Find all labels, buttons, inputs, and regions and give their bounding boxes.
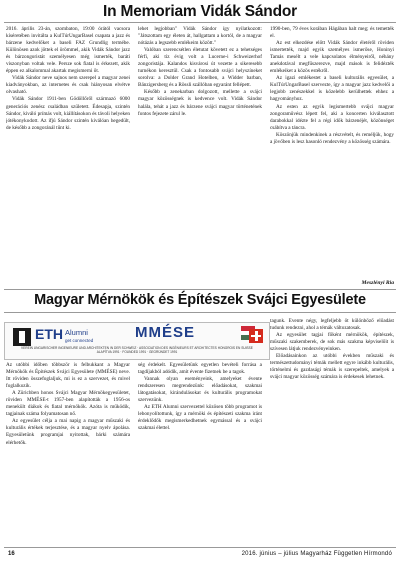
eth-alumni-label: Alumni bbox=[65, 328, 88, 337]
paragraph: ség érdekelt. Egyesületünk egyetlen bevételi forrása a tagdíjakból adódik, amit évente fizetnek be a tagok. bbox=[138, 362, 262, 376]
article-title: In Memoriam Vidák Sándor bbox=[103, 3, 297, 20]
article2-column-2 bbox=[138, 362, 262, 544]
eth-alumni-text bbox=[13, 326, 113, 348]
page-number: 16 bbox=[8, 551, 15, 557]
paragraph: Előadásainkon az utóbbi években műszaki és természettudományi témák mellett egyre inkább kulturális, történelmi és gazdasági témák is szerepeltek, amelyek a svájci magyar közösség számára is érdekesek lehetnek. bbox=[270, 353, 394, 381]
logo-caption bbox=[11, 347, 263, 355]
paragraph: Az egyesület célja a mai napig a magyar műszaki és kulturális értékek terjesztése, és a magyar nyelv ápolása. Egyesületünk programjai nyitottak, bárki számára elérhetők. bbox=[6, 418, 130, 446]
logo-line: VEREIN UNGARISCHER INGENIEURE UND ARCHITEKTEN IN DER SCHWEIZ · ASSOCIATION DES INGÉNIEURS ET ARCHITECTES HONGROIS EN SUISSE bbox=[21, 346, 253, 350]
paragraph: A Zürichben honos Svájci Magyar Mérnökegyesületet, röviden MMÉSE-t 1957-ben alapították a 1956-os menekült diákok és fiatal mérnökök. Azóta is működik, tagjainak száma folyamatosan nő. bbox=[6, 390, 130, 418]
article1-column-3 bbox=[270, 26, 394, 278]
logo-banner bbox=[4, 322, 270, 360]
author-signature: Meszlényi Ria bbox=[361, 280, 394, 286]
paragraph: lehet legjobban" Vidák Sándor így nyilatkozott: "Játszottam egy életen át, hallgattam a kortól, de a magyar nótázás a legszebb emlékeim között." bbox=[138, 26, 262, 47]
article1-column-1 bbox=[6, 26, 130, 286]
paragraph: Az utóbbi időben többször is felbukkant a Magyar Mérnökök és Építészek Svájci Egyesülete (MMÉSE) neve. Itt röviden összefoglaljuk, mi is ez a szervezet, és mivel foglalkozik. bbox=[6, 362, 130, 390]
paragraph: tagunk. Évente négy, legfeljebb öt különböző előadást tudunk rendezni, ahol a témák változatosak. bbox=[270, 318, 394, 332]
title-rule bbox=[4, 312, 396, 313]
issue-info: 2016. június – július Magyarház Független Hírmondó bbox=[241, 551, 392, 557]
flags-icon bbox=[241, 326, 263, 340]
paragraph: Az igazi emlékestet a baseli kulturális egyesület, a KulTúrUngarBasel szervezte, így a magyar jazz kedvelői a legjobb zenészekkel is közelebb kerülhettek ehhez a hagyományhoz. bbox=[270, 75, 394, 103]
mmese-logo: MMÉSE bbox=[135, 324, 196, 341]
article2-title: Magyar Mérnökök és Építészek Svájci Egyesülete bbox=[34, 292, 366, 308]
paragraph: Az ETH Alumni szervezettel közösen több programot is lebonyolítottunk, így a mérnöki és építészeti szakma iránt érdeklődők megismerkedhetnek egymással és a svájci szakmai élettel. bbox=[138, 404, 262, 432]
paragraph: Az est elkezdése előtt Vidák Sándor életéről röviden ismertették, majd egyik személyes ismerőse, Honinyi Tamás mesélt a vele kapcsolatos élményeiről, néhány anekdotával megfűszerezve, majd mások is felidézték emlékeiket a közös estékről. bbox=[270, 40, 394, 75]
paragraph: Köszönjük mindenkinek a részvételt, és reméljük, hogy a jövőben is lesz hasonló rendezvény a közösség számára. bbox=[270, 131, 394, 145]
eth-name: ETH bbox=[35, 326, 63, 342]
article2-column-3 bbox=[270, 318, 394, 544]
paragraph: Vidák Sándor 1911-ben Gödöllőről származó 6000 generációs zenész családban született. Édesapja, szintén Sándor, kiváló prímás volt, kiállításokon és távoli helyeken jótékonykodott. Az ifjú Sándor szintén kiválóan hegedült, de később a zongoránál tűnt ki. bbox=[6, 96, 130, 131]
paragraph: 2016. április 23-án, szombaton, 19:00 órától vacsora kíséretében invitálta a KulTúrUngarBasel csapata a jazz és bárzene kedvelőket a baseli FAZ Grundlig termébe. Különösen azok jöttek el örömmel, akik Vidák Sándor jazz és bárzongoristát személyesen még ismerték, baráti viszonyban voltak vele. Persze sok fiatal is érkezett, akik éppen ez alkalommal akartak megismerni őt. bbox=[6, 26, 130, 75]
paragraph: Később a zenekarban dolgozott, mellette a svájci magyar közösségnek is kedvence volt. Vidák Sándor halála, tehát a jazz és bárzene svájci magyar történetének fontos fejezete zárul le. bbox=[138, 89, 262, 117]
paragraph: 1990-ben, 79 éves korában Hágában halt meg; és temették el. bbox=[270, 26, 394, 40]
paragraph: Az egyesület tagjai főként mérnökök, építészek, műszaki szakemberek, de sok más szakma képviselőit is szívesen látjuk rendezvényeinken. bbox=[270, 332, 394, 353]
footer-rule bbox=[4, 547, 396, 548]
paragraph: Vidák Sándor neve sajnos nem szerepel a magyar zenei kiadványokban, az internetes és csak hiányosan elvétve olvasható. bbox=[6, 75, 130, 96]
page-footer bbox=[0, 549, 400, 561]
title-rule bbox=[4, 22, 396, 23]
article1-column-2 bbox=[138, 26, 262, 286]
section-rule bbox=[4, 289, 396, 290]
eth-alumni-sub: get connected bbox=[65, 338, 94, 343]
paragraph: Az esten az egyik legismertebb svájci magyar zongoraművész lépett fel, aki a koncerten kiválasztott darabokkal idézte fel a régi idők bárzenéjét, közönséget csábítva a táncra. bbox=[270, 103, 394, 131]
paragraph: Vannak olyan eseményeink, amelyeket évente rendszeresen megrendezünk: előadásokat, szakmai látogatásokat, kirándulásokat és kulturális programokat szervezünk. bbox=[138, 376, 262, 404]
paragraph: Valóban szerencsétlen életutat követett ez a tehetséges férfi, aki tíz évig volt a Lucerne-i Schweizerhof zongoristája. Kalandos kisvárosi út vezette a sikeresebb turnékon keresztül. Csak a fontosabb svájci helyszíneket sorolva: a Dolder Grand Hotelben, a Widder barban, Bänzigersberg és a Rössli szállóban egyaránt fellépett. bbox=[138, 47, 262, 89]
swiss-flag-icon bbox=[249, 329, 263, 343]
logo-line: ALAPÍTVA 1991 · FOUNDED 1991 · GEGRÜNDET 1991 bbox=[96, 349, 178, 354]
article2-column-1 bbox=[6, 362, 130, 544]
